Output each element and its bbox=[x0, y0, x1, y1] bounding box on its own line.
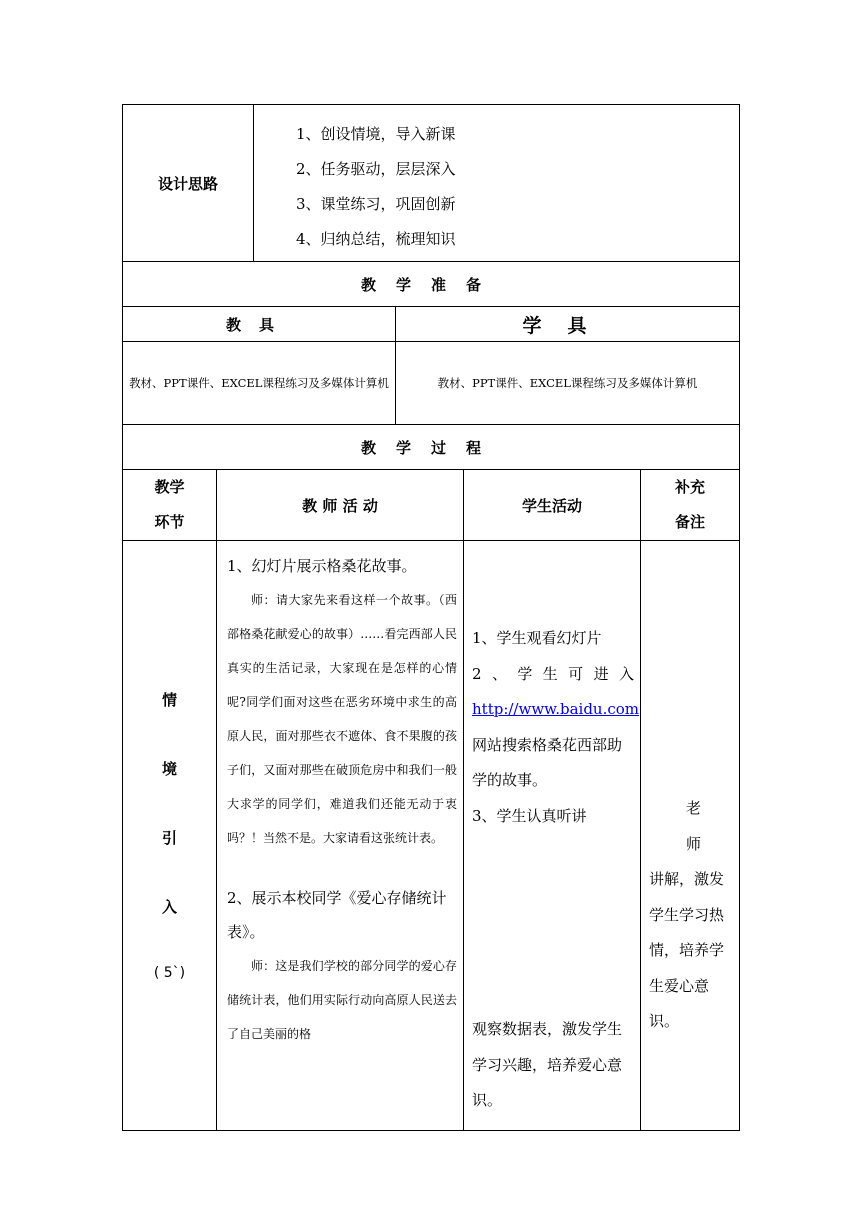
col-student: 学生活动 bbox=[464, 470, 641, 541]
student-step-3: 3、学生认真听讲 bbox=[472, 806, 587, 825]
stage-minutes: ( 5`) bbox=[153, 965, 186, 981]
design-list bbox=[254, 105, 740, 262]
student-step-1: 1、学生观看幻灯片 bbox=[472, 629, 602, 647]
stage-char: 入 bbox=[161, 898, 177, 916]
student-tools: 教材、PPT课件、EXCEL课程练习及多媒体计算机 bbox=[396, 342, 740, 425]
prep-table bbox=[122, 261, 740, 470]
design-item: 2、任务驱动，层层深入 bbox=[296, 160, 456, 178]
note-cell bbox=[641, 541, 740, 1131]
process-title: 教学过程 bbox=[123, 425, 740, 470]
col-teacher: 教 师 活 动 bbox=[217, 470, 464, 541]
col-stage: 教学 环节 bbox=[123, 470, 217, 541]
note-text: 讲解，激发学生学习热情，培养学生爱心意识。 bbox=[649, 870, 725, 1030]
student-step-2: 2、学生可进入 bbox=[472, 664, 634, 683]
prep-title: 教学准备 bbox=[123, 262, 740, 307]
baidu-link[interactable]: http://www.baidu.com bbox=[472, 700, 640, 718]
design-table bbox=[122, 104, 740, 262]
teacher-activity bbox=[217, 541, 464, 1131]
design-item: 3、课堂练习，巩固创新 bbox=[296, 195, 456, 213]
note-first: 老师 bbox=[685, 799, 725, 853]
stage-char: 情 bbox=[161, 691, 177, 709]
student-activity bbox=[464, 541, 641, 1131]
process-table bbox=[122, 469, 740, 1131]
teacher-step-2-title: 2、展示本校同学《爱心存储统计表》。 bbox=[227, 889, 447, 941]
design-item: 1、创设情境，导入新课 bbox=[296, 125, 456, 143]
stage-cell bbox=[123, 541, 217, 1131]
student-step-4: 观察数据表，激发学生学习兴趣，培养爱心意识。 bbox=[472, 1020, 623, 1109]
stage-char: 引 bbox=[161, 829, 177, 847]
col-note: 补充 备注 bbox=[641, 470, 740, 541]
teacher-step-2-text: 师：这是我们学校的部分同学的爱心存储统计表，他们用实际行动向高原人民送去了自己美丽的格 bbox=[227, 959, 457, 1041]
teacher-step-1-text: 师：请大家先来看这样一个故事。（西部格桑花献爱心的故事）……看完西部人民真实的生活记录，大家现在是怎样的心情呢?同学们面对这些在恶劣环境中求生的高原人民，面对那些衣不遮体、食不果腹的孩子们，又面对那些在破顶危房中和我们一般大求学的同学们，难道我们还能无动于衷吗？！当然不是。大家请看这张统计表。 bbox=[227, 593, 457, 845]
teacher-tools-head: 教具 bbox=[123, 307, 396, 342]
student-step-2-detail: 网站搜索格桑花西部助学的故事。 bbox=[472, 735, 623, 789]
design-label: 设计思路 bbox=[123, 105, 254, 262]
design-item: 4、归纳总结，梳理知识 bbox=[296, 230, 456, 248]
student-tools-head: 学具 bbox=[396, 307, 740, 342]
teacher-tools: 教材、PPT课件、EXCEL课程练习及多媒体计算机 bbox=[123, 342, 396, 425]
teacher-step-1-title: 1、幻灯片展示格桑花故事。 bbox=[227, 557, 417, 575]
stage-char: 境 bbox=[161, 760, 177, 778]
lesson-plan-page bbox=[122, 104, 739, 1131]
